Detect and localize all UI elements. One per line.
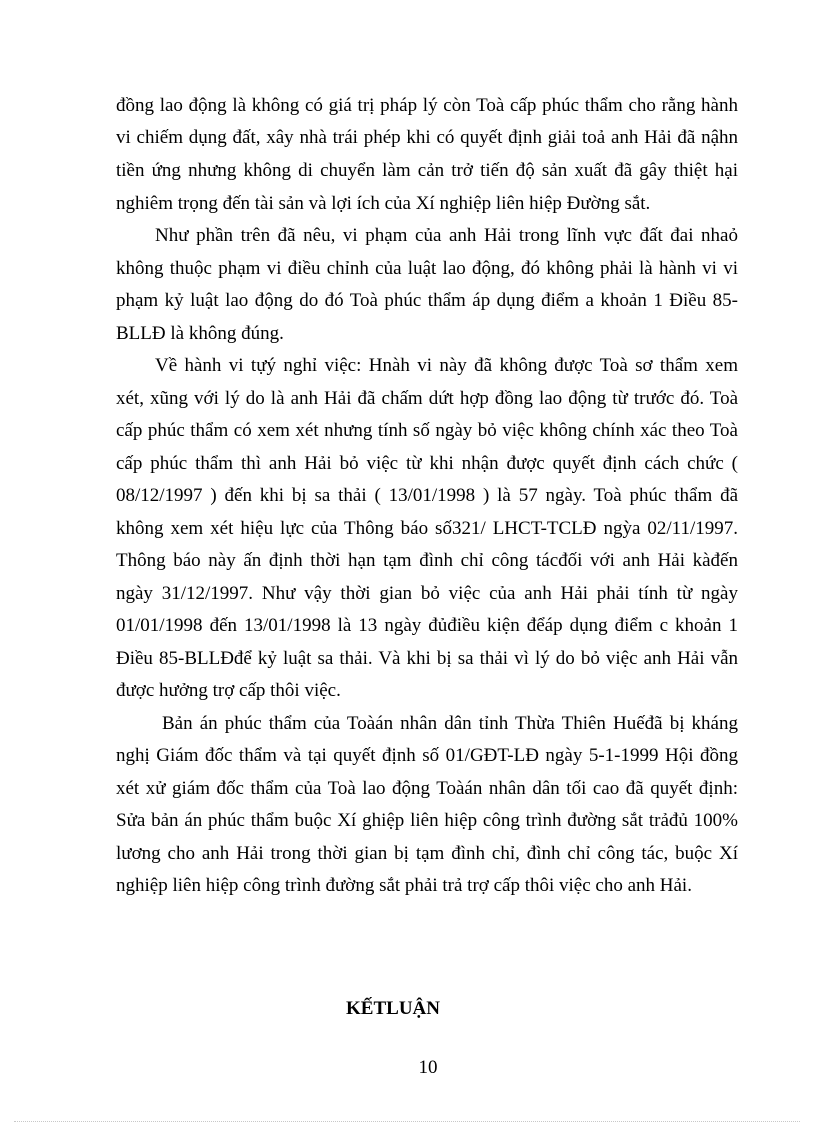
paragraph-2-line-4: BLLĐ là không đúng. [116, 323, 284, 344]
paragraph-3-line-10: Điều 85-BLLĐđể kỷ luật sa thải. Và khi bị sa thải vì lý do bỏ việc anh Hải vẫn [116, 648, 738, 669]
paragraph-4-line-2: nghị Giám đốc thẩm và tại quyết định số 01/GĐT-LĐ ngày 5-1-1999 Hội đồng [116, 745, 738, 766]
paragraph-3-line-6: không xem xét hiệu lực của Thông báo số321/ LHCT-TCLĐ ngỳa 02/11/1997. [116, 518, 738, 539]
paragraph-4-line-3: xét xử giám đốc thẩm của Toà lao động Toàán nhân dân tối cao đã quyết định: [116, 778, 738, 799]
page-number: 10 [418, 1057, 438, 1078]
paragraph-4-line-4: Sửa bản án phúc thẩm buộc Xí ghiệp liên hiệp công trình đường sắt trảđủ 100% [116, 810, 738, 831]
paragraph-1-line-3: tiền ứng nhưng không di chuyển làm cản trở tiến độ sản xuất đã gây thiệt hại [116, 160, 738, 181]
paragraph-3-line-8: ngày 31/12/1997. Như vậy thời gian bỏ việc của anh Hải phải tính từ ngày [116, 583, 738, 604]
paragraph-3-line-9: 01/01/1998 đến 13/01/1998 là 13 ngày đủđiều kiện đểáp dụng điểm c khoản 1 [116, 615, 738, 636]
paragraph-3-line-5: 08/12/1997 ) đến khi bị sa thải ( 13/01/1998 ) là 57 ngày. Toà phúc thẩm đã [116, 485, 738, 506]
section-heading: KẾTLUẬN [346, 998, 440, 1019]
footer-divider [14, 1121, 800, 1122]
paragraph-2-line-1: Như phần trên đã nêu, vi phạm của anh Hải trong lĩnh vực đất đai nhaỏ [155, 225, 738, 246]
paragraph-4-line-5: lương cho anh Hải trong thời gian bị tạm đình chỉ, đình chỉ công tác, buộc Xí [116, 843, 738, 864]
paragraph-1-line-2: vi chiếm dụng đất, xây nhà trái phép khi có quyết định giải toả anh Hải đã nậhn [116, 127, 738, 148]
paragraph-3-line-1: Về hành vi tựý nghỉ việc: Hnàh vi này đã không được Toà sơ thẩm xem [155, 355, 738, 376]
paragraph-1-line-4: nghiêm trọng đến tài sản và lợi ích của Xí nghiệp liên hiệp Đường sắt. [116, 193, 651, 214]
paragraph-2-line-2: không thuộc phạm vi điều chỉnh của luật lao động, đó không phải là hành vi vi [116, 258, 738, 279]
paragraph-2-line-3: phạm kỷ luật lao động do đó Toà phúc thẩm áp dụng điểm a khoản 1 Điều 85- [116, 290, 738, 311]
paragraph-3-line-3: cấp phúc thẩm có xem xét nhưng tính số ngày bỏ việc không chính xác theo Toà [116, 420, 738, 441]
paragraph-3-line-7: Thông báo này ấn định thời hạn tạm đình chỉ công tácđối với anh Hải kàđến [116, 550, 738, 571]
paragraph-3-line-4: cấp phúc thẩm thì anh Hải bỏ việc từ khi nhận được quyết định cách chức ( [116, 453, 738, 474]
paragraph-4-line-6: nghiệp liên hiệp công trình đường sắt phải trả trợ cấp thôi việc cho anh Hải. [116, 875, 692, 896]
paragraph-3-line-2: xét, xũng với lý do là anh Hải đã chấm dứt hợp đồng lao động từ trước đó. Toà [116, 388, 738, 409]
paragraph-1-line-1: đồng lao động là không có giá trị pháp lý còn Toà cấp phúc thẩm cho rằng hành [116, 95, 738, 116]
paragraph-3-line-11: được hưởng trợ cấp thôi việc. [116, 680, 341, 701]
paragraph-4-line-1: Bản án phúc thẩm của Toàán nhân dân tỉnh Thừa Thiên Huếđã bị kháng [162, 713, 738, 734]
